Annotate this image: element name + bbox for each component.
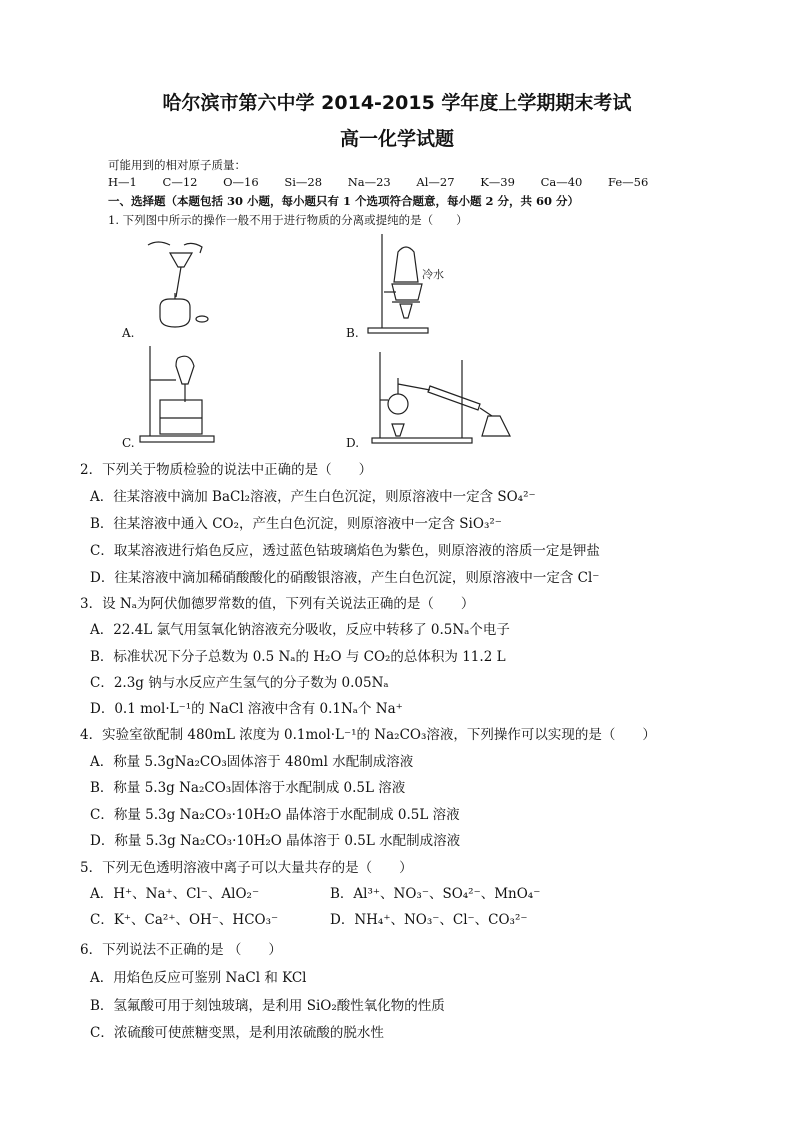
q3-stem: 3．设 Nₐ为阿伏伽德罗常数的值，下列有关说法正确的是（ ）	[80, 596, 475, 612]
atomic-mass-fe: Fe—56	[608, 175, 649, 189]
atomic-mass-al: Al—27	[416, 175, 455, 189]
figure-d-label: D.	[346, 436, 360, 450]
q4-stem: 4．实验室欲配制 480mL 浓度为 0.1mol·L⁻¹的 Na₂CO₃溶液，下列操作可以实现的是（ ）	[80, 727, 656, 743]
figure-a-filtration	[140, 235, 220, 335]
atomic-mass-ca: Ca—40	[540, 175, 583, 189]
atomic-mass-na: Na—23	[347, 175, 391, 189]
q4-option-a: A．称量 5.3gNa₂CO₃固体溶于 480ml 水配制成溶液	[90, 754, 414, 770]
q5-option-b: B．Al³⁺、NO₃⁻、SO₄²⁻、MnO₄⁻	[330, 886, 541, 902]
figure-c-label: C.	[122, 436, 135, 450]
q3-option-a: A．22.4L 氯气用氢氧化钠溶液充分吸收，反应中转移了 0.5Nₐ个电子	[90, 622, 510, 638]
q3-option-c: C．2.3g 钠与水反应产生氢气的分子数为 0.05Nₐ	[90, 675, 389, 691]
q6-option-c: C．浓硫酸可使蔗糖变黑，是利用浓硫酸的脱水性	[90, 1025, 384, 1041]
section-heading: 一、选择题（本题包括 30 小题，每小题只有 1 个选项符合题意，每小题 2 分，共 60 分）	[108, 194, 580, 208]
q4-option-b: B．称量 5.3g Na₂CO₃固体溶于水配制成 0.5L 溶液	[90, 780, 406, 796]
q5-option-d: D．NH₄⁺、NO₃⁻、Cl⁻、CO₃²⁻	[330, 912, 528, 928]
q2-option-d: D．往某溶液中滴加稀硝酸酸化的硝酸银溶液，产生白色沉淀，则原溶液中一定含 Cl⁻	[90, 570, 600, 586]
q6-option-a: A．用焰色反应可鉴别 NaCl 和 KCl	[90, 970, 307, 986]
figure-c-separatory-funnel	[138, 344, 218, 444]
figure-a-label: A.	[122, 326, 135, 340]
q2-option-b: B．往某溶液中通入 CO₂，产生白色沉淀，则原溶液中一定含 SiO₃²⁻	[90, 516, 502, 532]
atomic-mass-h: H—1	[108, 175, 137, 189]
cold-water-text: 冷水	[422, 268, 444, 281]
figure-b-sublimation	[362, 232, 462, 336]
atomic-mass-list	[108, 175, 670, 189]
q3-option-d: D．0.1 mol·L⁻¹的 NaCl 溶液中含有 0.1Nₐ个 Na⁺	[90, 701, 403, 717]
exam-title: 哈尔滨市第六中学 2014-2015 学年度上学期期末考试	[162, 92, 632, 114]
figure-b-label: B.	[346, 326, 359, 340]
atomic-mass-o: O—16	[223, 175, 259, 189]
q5-option-a: A．H⁺、Na⁺、Cl⁻、AlO₂⁻	[90, 886, 260, 902]
figure-d-distillation	[370, 350, 530, 445]
q2-option-c: C．取某溶液进行焰色反应，透过蓝色钴玻璃焰色为紫色，则原溶液的溶质一定是钾盐	[90, 543, 600, 559]
q1-stem: 1. 下列图中所示的操作一般不用于进行物质的分离或提纯的是（ ）	[108, 213, 468, 227]
q5-option-c: C．K⁺、Ca²⁺、OH⁻、HCO₃⁻	[90, 912, 279, 928]
atomic-mass-label: 可能用到的相对原子质量：	[108, 158, 246, 172]
q2-stem: 2．下列关于物质检验的说法中正确的是（ ）	[80, 462, 373, 478]
q4-option-c: C．称量 5.3g Na₂CO₃·10H₂O 晶体溶于水配制成 0.5L 溶液	[90, 807, 460, 823]
q2-option-a: A．往某溶液中滴加 BaCl₂溶液，产生白色沉淀，则原溶液中一定含 SO₄²⁻	[90, 489, 536, 505]
q5-stem: 5．下列无色透明溶液中离子可以大量共存的是（ ）	[80, 860, 413, 876]
q3-option-b: B．标准状况下分子总数为 0.5 Nₐ的 H₂O 与 CO₂的总体积为 11.2 L	[90, 649, 506, 665]
exam-subtitle: 高一化学试题	[339, 128, 454, 150]
q6-option-b: B．氢氟酸可用于刻蚀玻璃，是利用 SiO₂酸性氧化物的性质	[90, 998, 445, 1014]
atomic-mass-c: C—12	[162, 175, 198, 189]
atomic-mass-si: Si—28	[284, 175, 323, 189]
atomic-mass-k: K—39	[480, 175, 515, 189]
q6-stem: 6．下列说法不正确的是 （ ）	[80, 942, 282, 958]
q4-option-d: D．称量 5.3g Na₂CO₃·10H₂O 晶体溶于 0.5L 水配制成溶液	[90, 833, 461, 849]
